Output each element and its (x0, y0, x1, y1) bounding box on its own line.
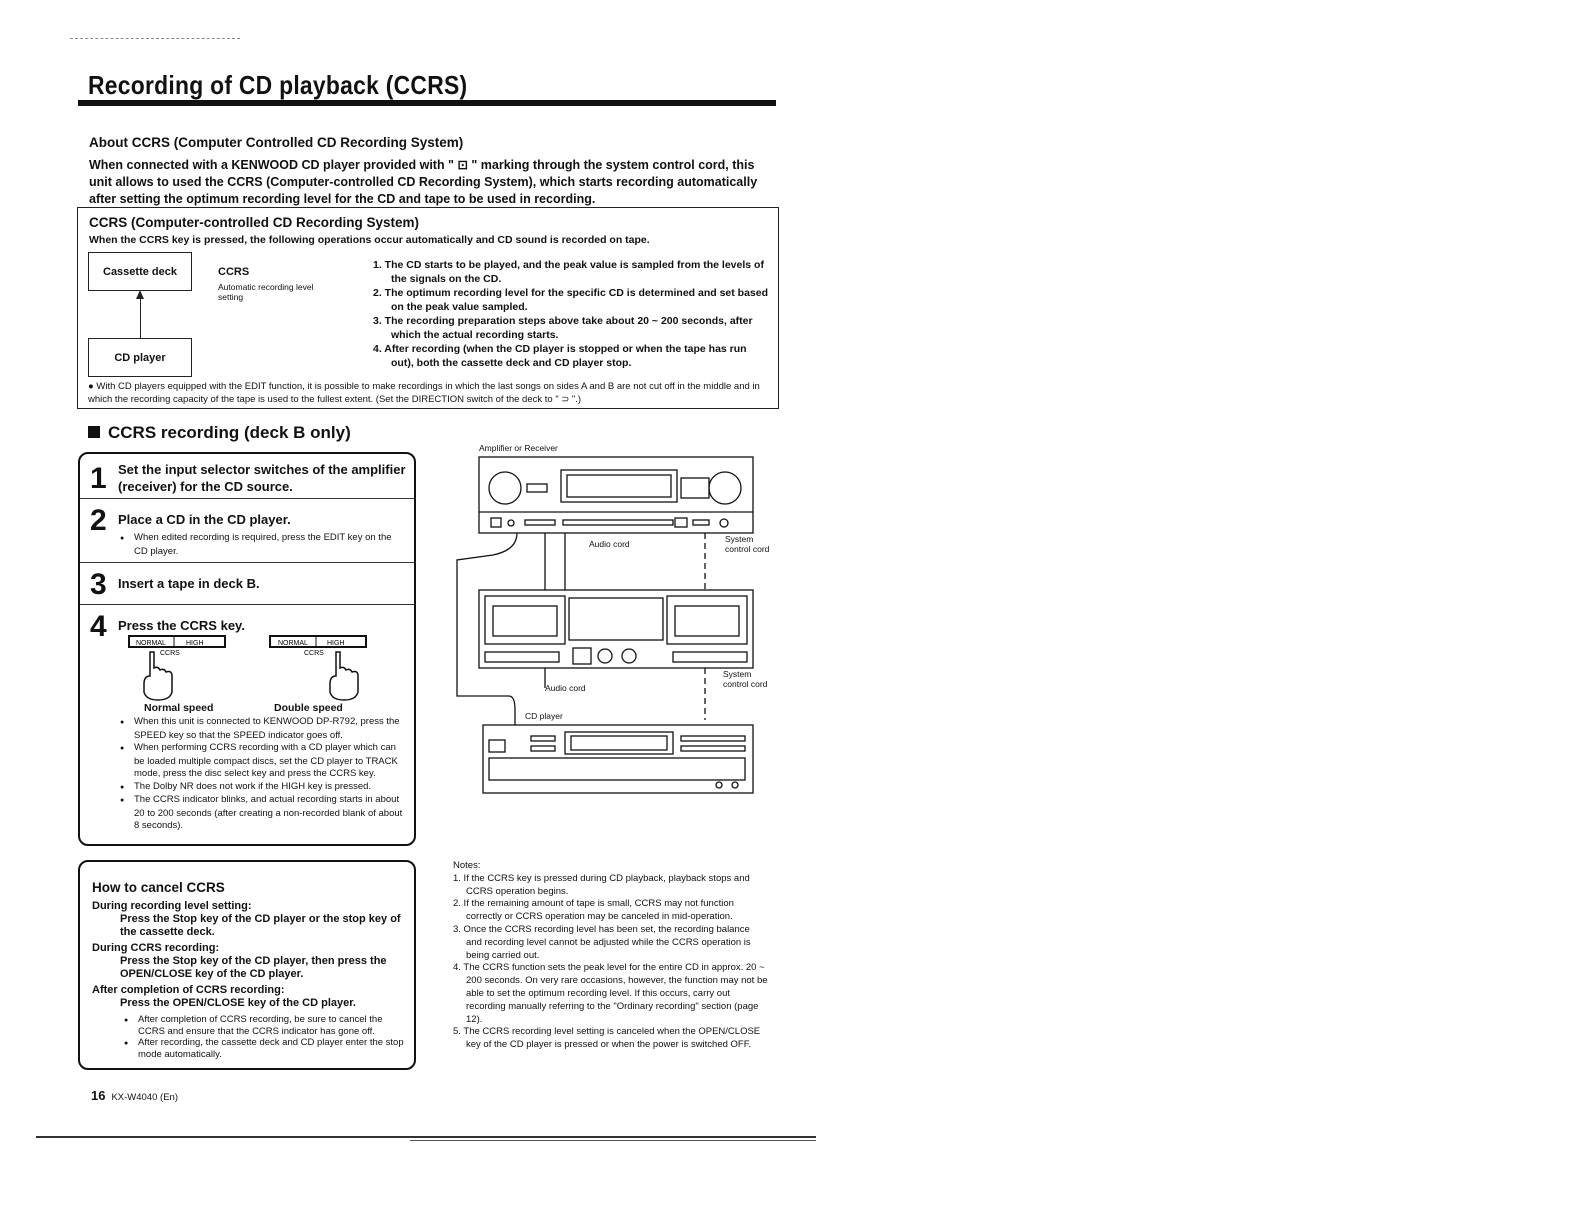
step-1-number: 1 (90, 462, 107, 495)
step-1-text: Set the input selector switches of the amplifier (receiver) for the CD source. (118, 462, 406, 494)
diagram-graphic (453, 440, 773, 800)
title-rule (78, 100, 776, 106)
key-high-label-2: HIGH (327, 640, 345, 647)
ccrs-label: CCRS (218, 266, 250, 278)
cancel-instruction-2: Press the Stop key of the CD player, then press the OPEN/CLOSE key of the CD player. (120, 955, 387, 980)
list-item: 1. The CD starts to be played, and the peak value is sampled from the levels of the signals on the CD. (373, 259, 764, 285)
notes-heading: Notes: (453, 860, 481, 871)
key-ccrs-label: CCRS (160, 650, 180, 657)
list-item: ● The CCRS indicator blinks, and actual recording starts in about 20 to 200 seconds (after creating a non-recorded blank of about 8 seconds). (120, 794, 405, 833)
list-item: 3. Once the CCRS recording level has been set, the recording balance and recording level cannot be adjusted while the CCRS operation is being carried out. (453, 923, 751, 961)
list-item: ● After completion of CCRS recording, be sure to cancel the CCRS and ensure that the CCRS indicator has gone off. (124, 1014, 406, 1037)
step-4-bullets (120, 716, 405, 833)
cancel-box (78, 860, 416, 1070)
step-4-text: Press the CCRS key. (118, 618, 245, 633)
about-text: When connected with a KENWOOD CD player provided with " ⊡ " marking through the system control cord, this unit allows to used the CCRS (Computer-controlled CD Recording System), which starts recording automatically after setting the optimum recording level for the CD and tape to be used in recording. (89, 158, 758, 206)
page-title: Recording of CD playback (CCRS) (88, 70, 468, 100)
key-high-label: HIGH (186, 640, 204, 647)
cancel-heading: How to cancel CCRS (92, 880, 225, 895)
ccrs-info-box (77, 207, 779, 409)
list-item: ● When edited recording is required, press the EDIT key on the CD player. (120, 532, 405, 558)
cd-player-label: CD player (114, 351, 166, 364)
square-bullet-icon (88, 426, 100, 438)
cancel-bullets (124, 1014, 406, 1060)
key-ccrs-label-2: CCRS (304, 650, 324, 657)
page-footer (91, 1088, 178, 1103)
cassette-deck-box (88, 252, 192, 291)
scan-artifact (36, 1136, 816, 1138)
normal-speed-label: Normal speed (144, 702, 214, 714)
list-item: 3. The recording preparation steps above take about 20 ~ 200 seconds, after which the actual recording starts. (373, 315, 753, 341)
list-item: 2. If the remaining amount of tape is small, CCRS may not function correctly or CCRS operation may be canceled in mid-operation. (453, 898, 734, 923)
audio-cord-label-2: Audio cord (545, 683, 586, 693)
notes-list (453, 873, 768, 1052)
list-item: ● When performing CCRS recording with a CD player which can be loaded multiple compact discs, set the CD player to TRACK mode, press the disc select key and press the CCRS key. (120, 742, 405, 781)
step-2-number: 2 (90, 504, 107, 537)
list-item: ● The Dolby NR does not work if the HIGH key is pressed. (120, 781, 405, 795)
notes-section (453, 860, 768, 1052)
step-3-number: 3 (90, 568, 107, 601)
section-heading (88, 423, 351, 443)
cd-player-box (88, 338, 192, 377)
list-item: 4. After recording (when the CD player is stopped or when the tape has run out), both the cassette deck and CD player stop. (373, 343, 747, 369)
section-heading-text: CCRS recording (deck B only) (108, 423, 351, 442)
list-item: 4. The CCRS function sets the peak level for the entire CD in approx. 20 ~ 200 seconds. On very rare occasions, however, the function may not be able to set the optimum recording level. If this occurs, carry out recording manually referring to the "Ordinary recording" section (page 12). (453, 962, 768, 1025)
cd-player-diagram-label: CD player (525, 711, 563, 721)
list-item: 5. The CCRS recording level setting is canceled when the OPEN/CLOSE key of the CD player is pressed or when the power is switched OFF. (453, 1026, 761, 1051)
model-label: KX-W4040 (En) (111, 1092, 178, 1103)
ccrs-box-heading: CCRS (Computer-controlled CD Recording System) (89, 215, 420, 230)
cancel-instruction-3: Press the OPEN/CLOSE key of the CD player. (120, 997, 356, 1009)
scan-artifact (410, 1140, 816, 1141)
cassette-deck-label: Cassette deck (103, 265, 177, 278)
cd-player-icon (483, 725, 753, 793)
hand-icon (330, 652, 358, 700)
system-cord-label-1: System control cord (725, 534, 770, 554)
key-normal-label-2: NORMAL (278, 640, 308, 647)
list-item: ● After recording, the cassette deck and CD player enter the stop mode automatically. (124, 1037, 406, 1060)
step-4-number: 4 (90, 610, 107, 643)
step-2-text: Place a CD in the CD player. (118, 512, 291, 527)
edit-note: ● With CD players equipped with the EDIT function, it is possible to make recordings in which the last songs on sides A and B are not cut off in the middle and in which the recording capacity of the tape is used to the fullest extent. (Set the DIRECTION switch of the deck to " ⊃ ".) (88, 381, 760, 405)
list-item: ● When this unit is connected to KENWOOD DP-R792, press the SPEED key so that the SPEED indicator goes off. (120, 716, 405, 742)
divider (80, 498, 414, 499)
cancel-title-1: During recording level setting: (92, 900, 252, 912)
ccrs-sublabel: Automatic recording level setting (218, 282, 314, 302)
divider (80, 562, 414, 563)
connector-line (140, 298, 141, 338)
double-speed-label: Double speed (274, 702, 343, 714)
ccrs-key-illustration (124, 632, 374, 702)
cancel-title-3: After completion of CCRS recording: (92, 984, 285, 996)
list-item: 2. The optimum recording level for the specific CD is determined and set based on the peak value sampled. (373, 287, 769, 313)
amp-label: Amplifier or Receiver (479, 443, 558, 453)
divider (80, 604, 414, 605)
scan-artifact (70, 38, 240, 40)
cancel-title-2: During CCRS recording: (92, 942, 220, 954)
connection-diagram (453, 440, 773, 800)
key-normal-label: NORMAL (136, 640, 166, 647)
step-2-bullets (120, 532, 405, 558)
page-number: 16 (91, 1088, 106, 1103)
ccrs-box-subheading: When the CCRS key is pressed, the following operations occur automatically and CD sound is recorded on tape. (89, 234, 650, 246)
step-3-text: Insert a tape in deck B. (118, 576, 260, 591)
ccrs-steps-list (373, 258, 768, 370)
cancel-instruction-1: Press the Stop key of the CD player or the stop key of the cassette deck. (120, 913, 401, 938)
cassette-deck-icon (479, 590, 753, 668)
steps-box (78, 452, 416, 846)
audio-cord-label-1: Audio cord (589, 539, 630, 549)
about-heading: About CCRS (Computer Controlled CD Recording System) (89, 135, 464, 150)
hand-icon (144, 652, 172, 700)
system-cord-label-2: System control cord (723, 669, 768, 689)
list-item: 1. If the CCRS key is pressed during CD playback, playback stops and CCRS operation begins. (453, 872, 750, 897)
